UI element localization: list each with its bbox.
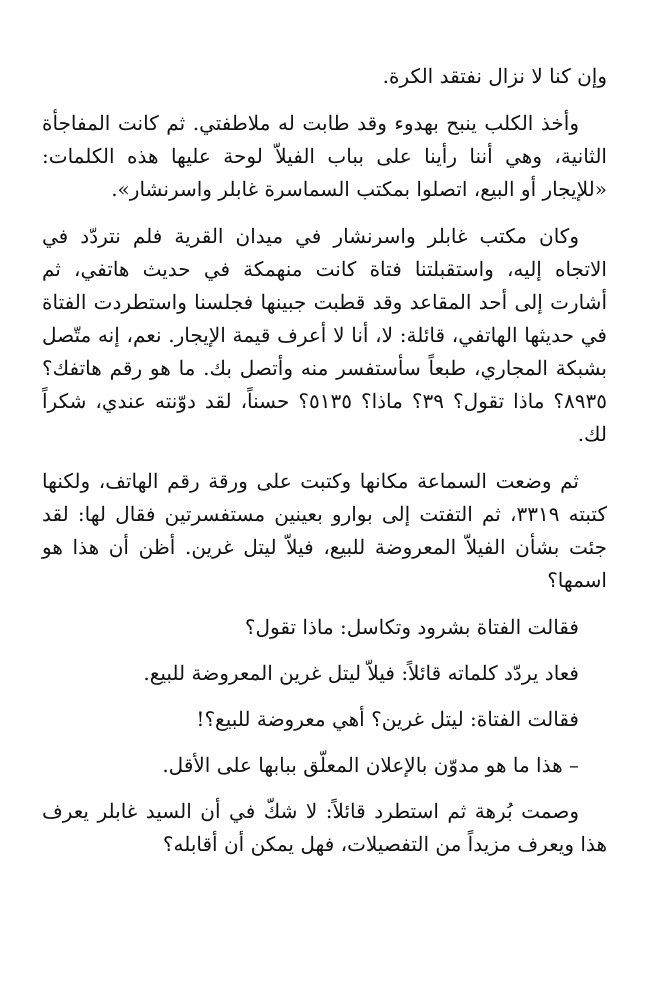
paragraph-2: وأخذ الكلب ينبح بهدوء وقد طابت له ملاطفتي. ثم كانت المفاجأة الثانية، وهي أننا رأينا على بباب الفيلاّ لوحة عليها هذه الكلمات: «للإيجار أو البيع، اتصلوا بمكتب السماسرة غابلر واسرنشار».: [42, 111, 607, 201]
paragraph-3: وكان مكتب غابلر واسرنشار في ميدان القرية فلم نتردّد في الاتجاه إليه، واستقبلتنا فتاة كانت منهمكة في حديث هاتفي، ثم أشارت إلى أحد المقاعد وقد قطبت جبينها فجلسنا واستطردت الفتاة في حديثها الهاتفي، قائلة: لا، أنا لا أعرف قيمة الإيجار. نعم، إنه متّصل بشبكة المجاري، طبعاً سأستفسر منه وأتصل بك. ما هو رقم هاتفك؟ ٨٩٣٥؟ ماذا تقول؟ ٣٩؟ ماذا؟ ٥١٣٥؟ حسناً، لقد دوّنته عندي، شكراً لك.: [42, 224, 607, 446]
paragraph-9: وصمت بُرهة ثم استطرد قائلاً: لا شكّ في أن السيد غابلر يعرف هذا ويعرف مزيداً من التفصيلات، فهل يمكن أن أقابله؟: [42, 799, 607, 856]
paragraph-4: ثم وضعت السماعة مكانها وكتبت على ورقة رقم الهاتف، ولكنها كتبته ٣٣١٩، ثم التفتت إلى بوارو بعينين مستفسرتين فقال لها: لقد جئت بشأن الفيلاّ المعروضة للبيع، فيلاّ ليتل غرين. أظن أن هذا هو اسمها؟: [42, 469, 607, 592]
paragraph-1: وإن كنا لا نزال نفتقد الكرة.: [382, 64, 607, 88]
paragraph-5: فقالت الفتاة بشرود وتكاسل: ماذا تقول؟: [244, 615, 579, 639]
paragraph-7: فقالت الفتاة: ليتل غرين؟ أهي معروضة للبيع؟!: [196, 707, 579, 731]
paragraph-8: – هذا ما هو مدوّن بالإعلان المعلّق ببابها على الأقل.: [162, 753, 579, 777]
paragraph-6: فعاد يردّد كلماته قائلاً: فيلاّ ليتل غرين المعروضة للبيع.: [143, 661, 579, 685]
